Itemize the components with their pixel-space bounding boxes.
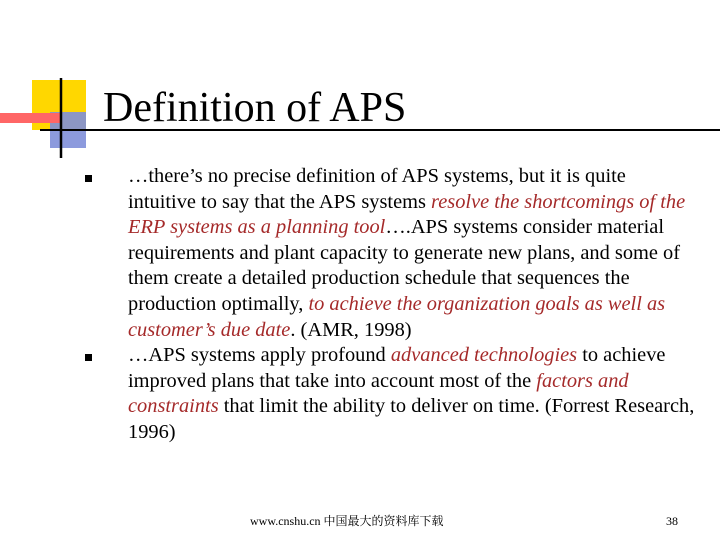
bullet-2-text-3: that limit the ability to deliver on time. (Forrest Research, 1996) [128,395,695,443]
bullet-1-text-1: …there’s no precise definition of APS systems, but it is quite intuitive to say that the APS systems [128,165,626,213]
slide-title: Definition of APS [103,85,407,131]
bullet-item-1 [80,164,695,343]
bullet-1-text-3: . (AMR, 1998) [290,318,412,341]
bullet-2-emphasis-1: advanced technologies [390,344,578,367]
bullet-1-text-2: ….APS systems consider material requirements and plant capacity to generate new plans, and some of them create a detailed production schedule that sequences the production optimally, [128,216,681,315]
bullet-list [80,164,695,446]
page-number: 38 [666,514,678,528]
bullet-item-2 [80,343,695,445]
bullet-2-text-1: …APS systems apply profound [128,344,391,367]
footer-text: www.cnshu.cn 中国最大的资料库下载 [250,514,444,528]
square-bullet-icon [85,175,92,182]
deco-red-bar [0,113,60,123]
bullet-1-emphasis-1: resolve the shortcomings of the ERP systems as a planning tool [128,190,686,239]
bullet-2-text-2: to achieve improved plans that take into account most of the [128,344,666,392]
bullet-2-emphasis-2: factors and constraints [128,369,629,418]
square-bullet-icon [85,354,92,361]
bullet-1-emphasis-2: to achieve the organization goals as well as customer’s due date [128,292,666,341]
